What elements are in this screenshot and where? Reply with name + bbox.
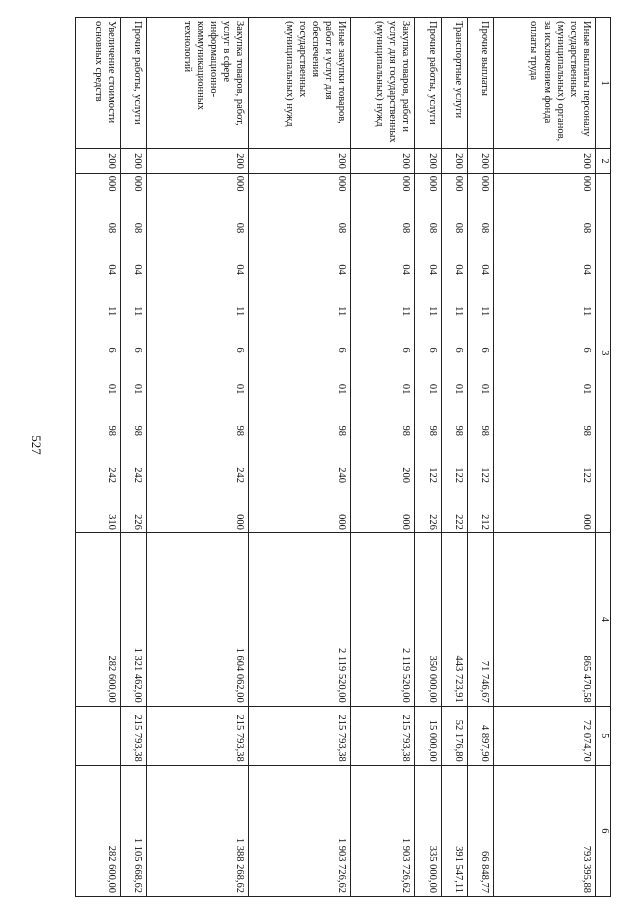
budget-code-part: 000 <box>234 175 246 192</box>
budget-code-part: 6 <box>452 347 464 353</box>
row-approved-amount: 443 723,91 <box>441 532 467 706</box>
row-budget-code <box>121 173 147 532</box>
budget-code-part: 08 <box>234 222 246 234</box>
budget-code-part: 000 <box>400 175 412 192</box>
row-executed-amount: 15 000,00 <box>415 706 441 765</box>
budget-code-part: 04 <box>479 264 490 275</box>
budget-code-part: 000 <box>426 175 438 192</box>
row-remaining-amount: 282 600,00 <box>76 765 121 896</box>
header-row <box>596 18 611 897</box>
budget-code-part: 11 <box>234 306 246 317</box>
rotated-table-container <box>75 17 611 897</box>
budget-code-part: 08 <box>132 222 144 234</box>
page-number: 527 <box>29 435 44 455</box>
budget-code-part: 98 <box>132 425 144 437</box>
budget-code-part: 98 <box>581 425 592 437</box>
row-name: Закупка товаров, работ, услуг в сфере информационно-коммуникационных технологий <box>147 18 249 149</box>
budget-code-part: 11 <box>479 306 490 317</box>
budget-code-part: 04 <box>106 264 118 275</box>
budget-code-part: 122 <box>426 467 438 483</box>
budget-code-part: 11 <box>581 306 592 317</box>
row-remaining-amount: 1 105 668,62 <box>121 765 147 896</box>
budget-code-part: 6 <box>106 347 118 353</box>
budget-code-part: 000 <box>336 175 348 192</box>
row-admin-code: 200 <box>76 149 121 174</box>
budget-code-part: 000 <box>452 175 464 192</box>
table-row <box>441 18 467 897</box>
budget-code-part: 200 <box>400 467 412 483</box>
row-executed-amount: 4 897,90 <box>467 706 493 765</box>
table-row <box>494 18 596 897</box>
row-admin-code: 200 <box>467 149 493 174</box>
table-row <box>147 18 249 897</box>
header-cell-1: 1 <box>596 18 611 149</box>
budget-code-part: 222 <box>452 514 464 530</box>
budget-code-part: 01 <box>581 383 592 395</box>
budget-code-part: 08 <box>452 222 464 234</box>
budget-code-part: 04 <box>132 264 144 275</box>
row-remaining-amount: 793 395,88 <box>494 765 596 896</box>
budget-code-part: 98 <box>106 425 118 437</box>
row-remaining-amount: 1 903 726,62 <box>249 765 351 896</box>
budget-code-part: 242 <box>234 467 246 483</box>
budget-code-part: 98 <box>400 425 412 437</box>
row-budget-code <box>147 173 249 532</box>
row-name: Иные выплаты персоналу государственных (муниципальных) органов, за исключением фонда оплаты труда <box>494 18 596 149</box>
budget-code-part: 01 <box>452 383 464 395</box>
budget-code-part: 122 <box>452 467 464 483</box>
budget-code-part: 04 <box>426 264 438 275</box>
budget-code-part: 11 <box>132 306 144 317</box>
budget-code-part: 01 <box>400 383 412 395</box>
row-budget-code <box>494 173 596 532</box>
budget-code-part: 08 <box>426 222 438 234</box>
budget-code-part: 226 <box>426 514 438 530</box>
budget-code-part: 6 <box>479 347 490 353</box>
row-remaining-amount: 335 000,00 <box>415 765 441 896</box>
budget-code-part: 98 <box>234 425 246 437</box>
budget-table <box>75 17 611 897</box>
budget-code-part: 98 <box>479 425 490 437</box>
budget-code-part: 04 <box>581 264 592 275</box>
budget-code-part: 08 <box>106 222 118 234</box>
budget-code-part: 000 <box>234 514 246 530</box>
budget-code-part: 04 <box>400 264 412 275</box>
header-cell-4: 4 <box>596 532 611 706</box>
budget-code-part: 98 <box>336 425 348 437</box>
budget-code-part: 01 <box>132 383 144 395</box>
budget-code-part: 000 <box>400 514 412 530</box>
budget-code-part: 08 <box>400 222 412 234</box>
budget-code-part: 08 <box>581 222 592 234</box>
budget-code-part: 242 <box>132 467 144 483</box>
row-approved-amount: 2 119 520,00 <box>351 532 415 706</box>
budget-code-part: 98 <box>426 425 438 437</box>
budget-code-part: 6 <box>426 347 438 353</box>
budget-code-part: 01 <box>106 383 118 395</box>
row-admin-code: 200 <box>441 149 467 174</box>
budget-code-part: 6 <box>132 347 144 353</box>
row-approved-amount: 865 470,58 <box>494 532 596 706</box>
budget-code-part: 000 <box>581 514 592 530</box>
budget-code-part: 08 <box>336 222 348 234</box>
row-name: Прочие работы, услуги <box>415 18 441 149</box>
budget-code-part: 6 <box>234 347 246 353</box>
header-cell-2: 2 <box>596 149 611 174</box>
row-budget-code <box>415 173 441 532</box>
row-budget-code <box>76 173 121 532</box>
row-admin-code: 200 <box>147 149 249 174</box>
row-approved-amount: 2 119 520,00 <box>249 532 351 706</box>
budget-code-part: 226 <box>132 514 144 530</box>
budget-code-part: 04 <box>452 264 464 275</box>
budget-code-part: 04 <box>234 264 246 275</box>
budget-code-part: 11 <box>452 306 464 317</box>
row-executed-amount: 215 793,38 <box>249 706 351 765</box>
row-executed-amount: 72 074,70 <box>494 706 596 765</box>
budget-code-part: 01 <box>479 383 490 395</box>
budget-code-part: 310 <box>106 514 118 530</box>
row-name: Увеличение стоимости основных средств <box>76 18 121 149</box>
header-cell-5: 5 <box>596 706 611 765</box>
budget-code-part: 6 <box>581 347 592 353</box>
table-row <box>76 18 121 897</box>
budget-code-part: 000 <box>479 175 490 192</box>
row-admin-code: 200 <box>415 149 441 174</box>
budget-code-part: 01 <box>234 383 246 395</box>
row-executed-amount: 52 176,80 <box>441 706 467 765</box>
budget-code-part: 11 <box>400 306 412 317</box>
budget-code-part: 240 <box>336 467 348 483</box>
budget-code-part: 000 <box>581 175 592 192</box>
budget-code-part: 11 <box>336 306 348 317</box>
row-admin-code: 200 <box>249 149 351 174</box>
budget-code-part: 212 <box>479 514 490 530</box>
row-budget-code <box>441 173 467 532</box>
table-body <box>76 18 596 897</box>
header-cell-6: 6 <box>596 765 611 896</box>
budget-code-part: 242 <box>106 467 118 483</box>
budget-code-part: 08 <box>479 222 490 234</box>
header-cell-3: 3 <box>596 173 611 532</box>
row-remaining-amount: 66 848,77 <box>467 765 493 896</box>
row-approved-amount: 71 746,67 <box>467 532 493 706</box>
row-name: Прочие работы, услуги <box>121 18 147 149</box>
budget-code-part: 11 <box>426 306 438 317</box>
budget-code-part: 6 <box>400 347 412 353</box>
row-remaining-amount: 1 903 726,62 <box>351 765 415 896</box>
row-admin-code: 200 <box>121 149 147 174</box>
row-name: Прочие выплаты <box>467 18 493 149</box>
row-approved-amount: 282 600,00 <box>76 532 121 706</box>
row-executed-amount <box>76 706 121 765</box>
row-remaining-amount: 1 388 268,62 <box>147 765 249 896</box>
row-budget-code <box>467 173 493 532</box>
row-approved-amount: 1 321 462,00 <box>121 532 147 706</box>
row-remaining-amount: 391 547,11 <box>441 765 467 896</box>
table-row <box>467 18 493 897</box>
table-row <box>415 18 441 897</box>
budget-code-part: 122 <box>479 467 490 483</box>
row-budget-code <box>351 173 415 532</box>
table-row <box>121 18 147 897</box>
budget-code-part: 04 <box>336 264 348 275</box>
budget-code-part: 11 <box>106 306 118 317</box>
row-admin-code: 200 <box>351 149 415 174</box>
budget-code-part: 000 <box>106 175 118 192</box>
budget-code-part: 6 <box>336 347 348 353</box>
row-executed-amount: 215 793,38 <box>351 706 415 765</box>
row-name: Закупка товаров, работ и услуг для государственных (муниципальных) нужд <box>351 18 415 149</box>
budget-code-part: 98 <box>452 425 464 437</box>
budget-code-part: 01 <box>426 383 438 395</box>
row-name: Иные закупки товаров, работ и услуг для обеспечения государственных (муниципальных) нужд <box>249 18 351 149</box>
row-approved-amount: 350 000,00 <box>415 532 441 706</box>
budget-code-part: 122 <box>581 467 592 483</box>
row-budget-code <box>249 173 351 532</box>
budget-code-part: 000 <box>132 175 144 192</box>
table-row <box>249 18 351 897</box>
row-name: Транспортные услуги <box>441 18 467 149</box>
row-executed-amount: 215 793,38 <box>147 706 249 765</box>
row-executed-amount: 215 793,38 <box>121 706 147 765</box>
row-admin-code: 200 <box>494 149 596 174</box>
table-row <box>351 18 415 897</box>
budget-code-part: 000 <box>336 514 348 530</box>
budget-code-part: 01 <box>336 383 348 395</box>
row-approved-amount: 1 604 062,00 <box>147 532 249 706</box>
